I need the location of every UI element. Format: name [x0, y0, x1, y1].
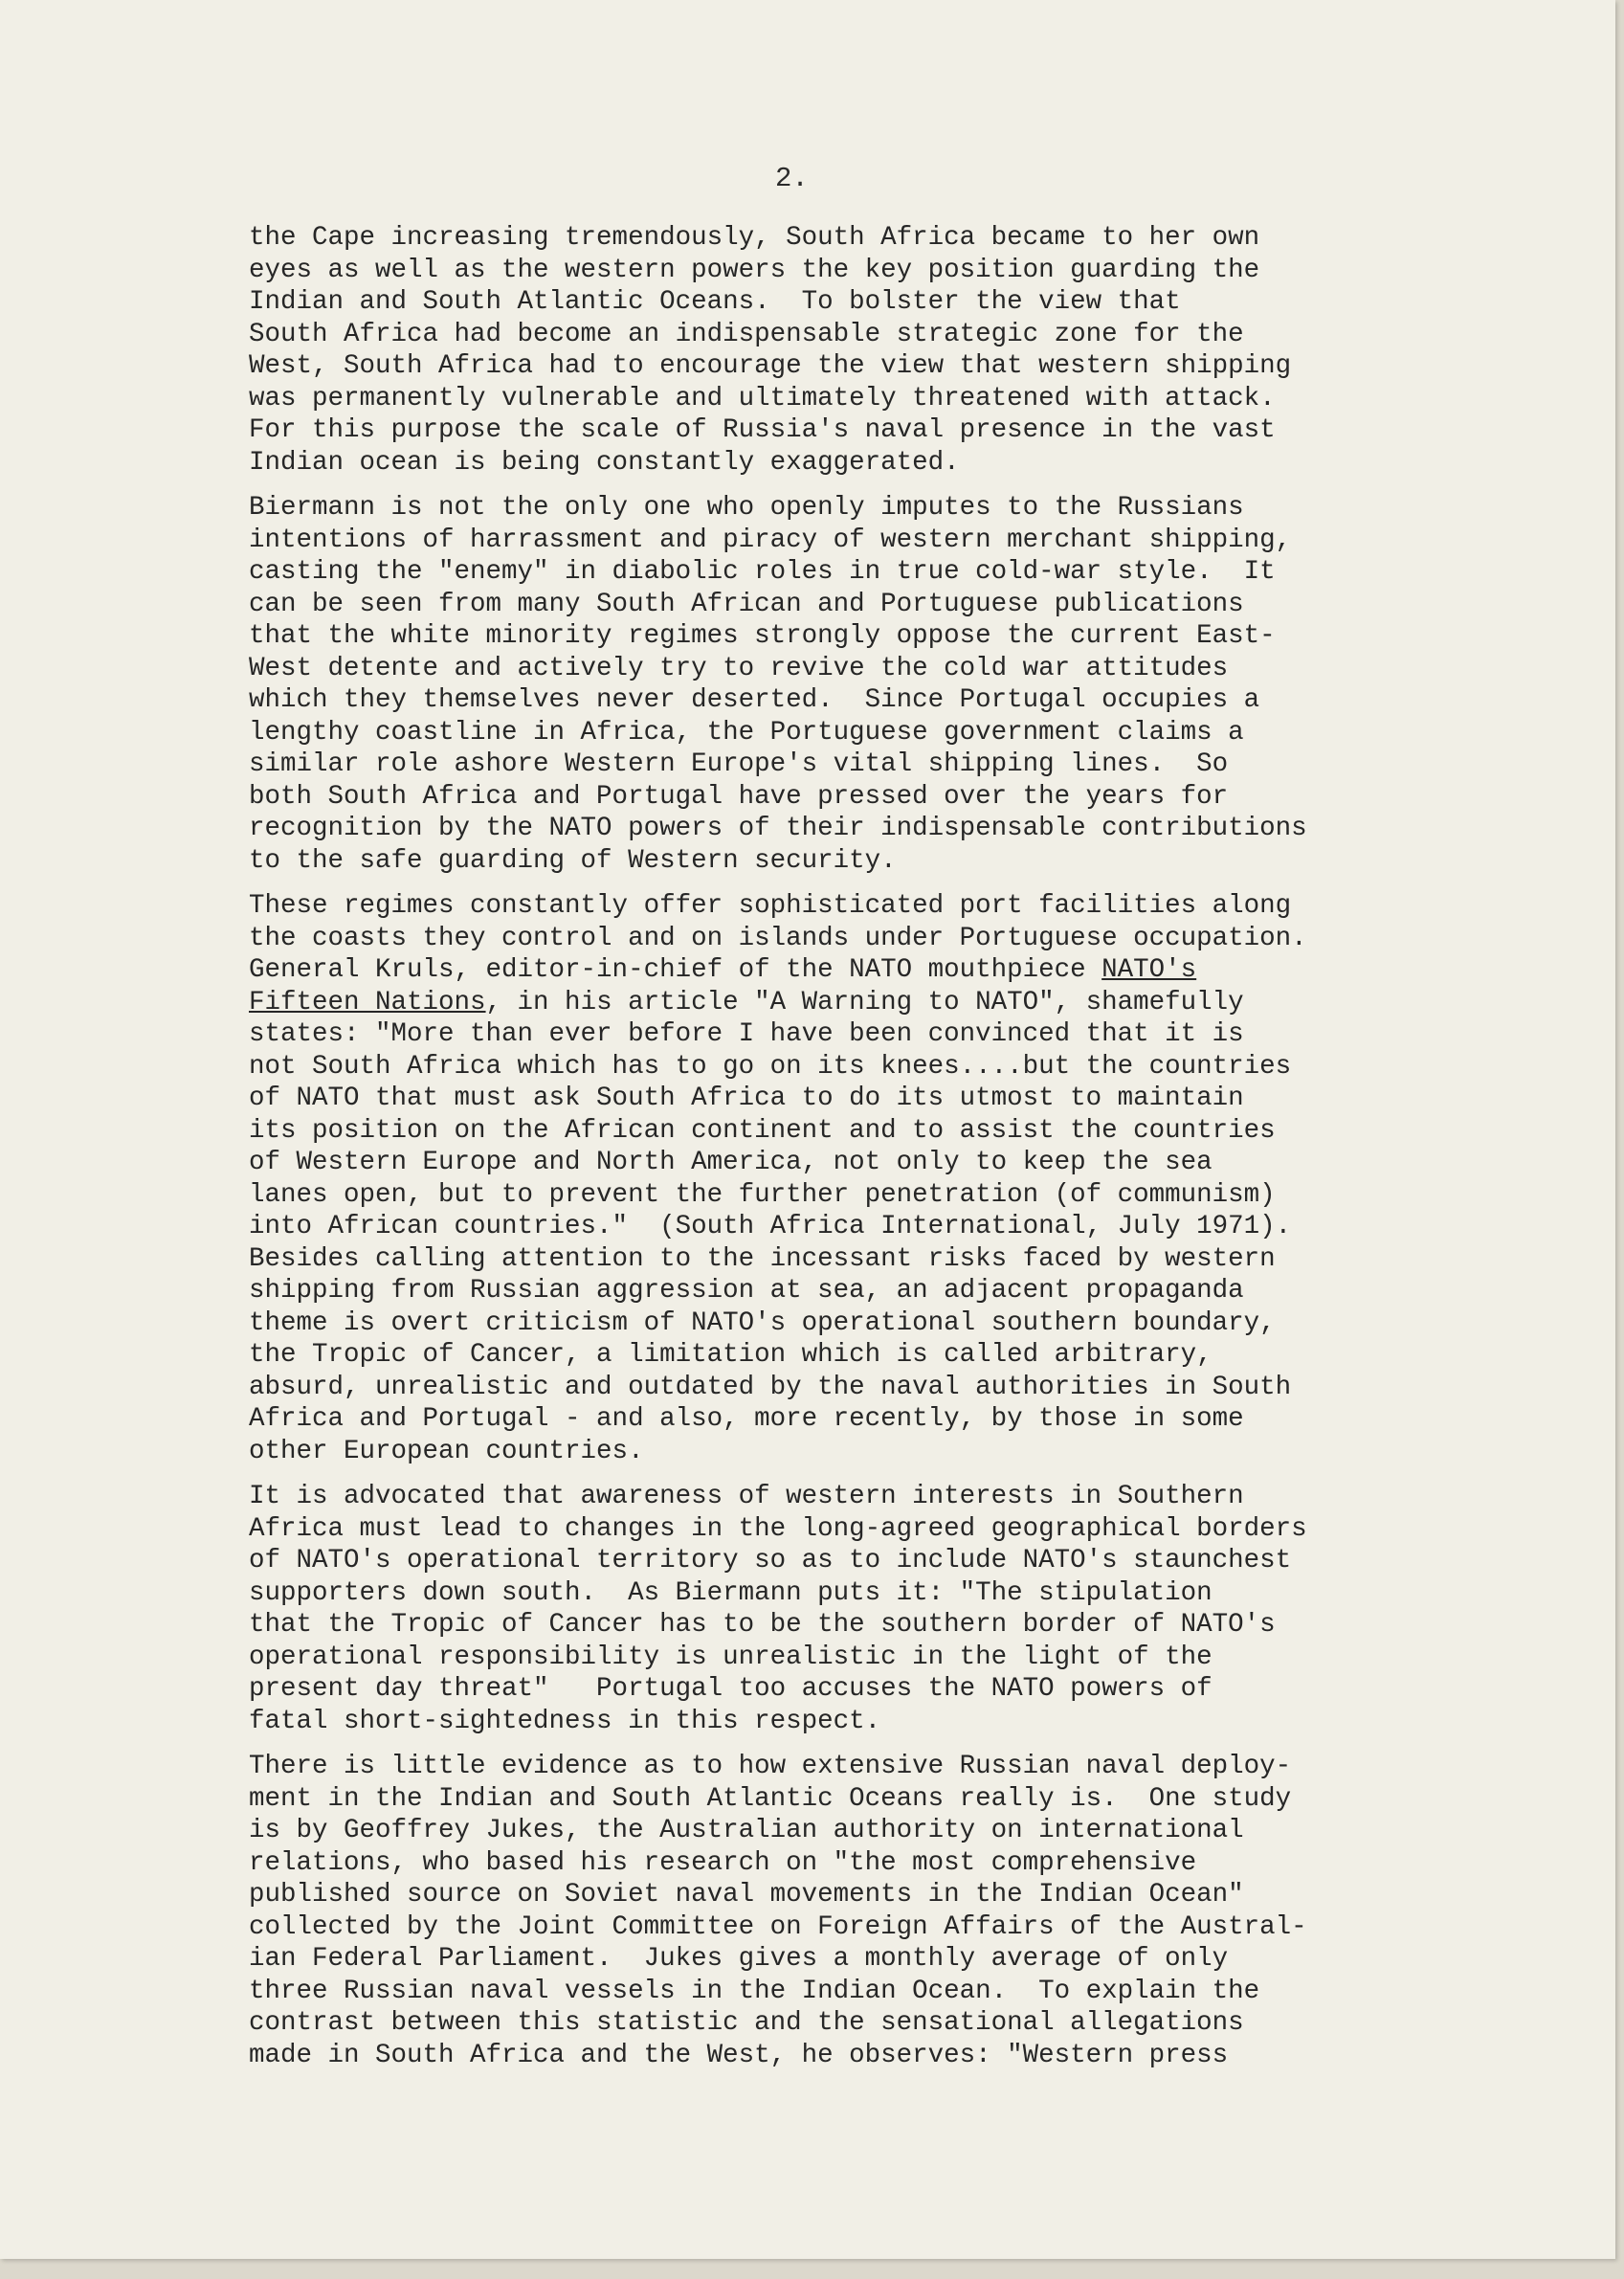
text-line: contrast between this statistic and the sensational allegations — [249, 2008, 1244, 2038]
text-line: ment in the Indian and South Atlantic Oceans really is. One study — [249, 1783, 1292, 1814]
text-line: to the safe guarding of Western security. — [249, 845, 897, 876]
text-line: its position on the African continent and to assist the countries — [249, 1115, 1276, 1146]
text-line: ian Federal Parliament. Jukes gives a monthly average of only — [249, 1944, 1229, 1974]
paragraph-3 — [249, 890, 1522, 1467]
text-line: both South Africa and Portugal have pressed over the years for — [249, 781, 1229, 812]
paragraph-1 — [249, 222, 1522, 479]
text-line: lanes open, but to prevent the further penetration (of communism) — [249, 1179, 1276, 1210]
text-line: South Africa had become an indispensable strategic zone for the — [249, 319, 1244, 349]
text-line: the Cape increasing tremendously, South Africa became to her own — [249, 223, 1260, 253]
text-line: lengthy coastline in Africa, the Portuguese government claims a — [249, 717, 1244, 748]
text-line: other European countries. — [249, 1436, 644, 1466]
text-line: the Tropic of Cancer, a limitation which is called arbitrary, — [249, 1340, 1212, 1370]
text-line: not South Africa which has to go on its knees....but the countries — [249, 1051, 1292, 1082]
text-line: Besides calling attention to the incessant risks faced by western — [249, 1243, 1276, 1274]
paragraph-4 — [249, 1481, 1522, 1737]
text-line: collected by the Joint Committee on Foreign Affairs of the Austral- — [249, 1911, 1307, 1942]
text-line: It is advocated that awareness of western interests in Southern — [249, 1482, 1244, 1511]
body-text — [249, 222, 1522, 2085]
text-line: of NATO that must ask South Africa to do its utmost to maintain — [249, 1084, 1244, 1113]
text-line: which they themselves never deserted. Since Portugal occupies a — [249, 685, 1260, 715]
text-line: can be seen from many South African and Portuguese publications — [249, 589, 1244, 619]
text-line: made in South Africa and the West, he observes: "Western press — [249, 2040, 1229, 2070]
text-line: three Russian naval vessels in the Indian Ocean. To explain the — [249, 1976, 1260, 2006]
text-line: Biermann is not the only one who openly imputes to the Russians — [249, 493, 1244, 523]
text-line: relations, who based his research on "the most comprehensive — [249, 1847, 1197, 1878]
text-line: of Western Europe and North America, not only to keep the sea — [249, 1148, 1212, 1177]
text-line: Indian and South Atlantic Oceans. To bolster the view that — [249, 287, 1181, 317]
text-line: There is little evidence as to how extensive Russian naval deploy- — [249, 1752, 1292, 1781]
text-line: states: "More than ever before I have been convinced that it is — [249, 1019, 1244, 1049]
paragraph-5 — [249, 1751, 1522, 2071]
text-line-with-underline: General Kruls, editor-in-chief of the NATO mouthpiece NATO's — [249, 955, 1197, 985]
text-line: eyes as well as the western powers the key position guarding the — [249, 255, 1260, 285]
text-line: similar role ashore Western Europe's vital shipping lines. So — [249, 749, 1229, 779]
text-line: theme is overt criticism of NATO's operational southern boundary, — [249, 1307, 1276, 1338]
page-number: 2. — [775, 163, 809, 194]
text-line: West detente and actively try to revive the cold war attitudes — [249, 653, 1229, 683]
text-line: casting the "enemy" in diabolic roles in true cold-war style. It — [249, 557, 1276, 587]
text-line: the coasts they control and on islands under Portuguese occupation. — [249, 923, 1307, 953]
text-line: West, South Africa had to encourage the view that western shipping — [249, 351, 1292, 381]
text-line: Africa and Portugal - and also, more recently, by those in some — [249, 1404, 1244, 1434]
text-line: intentions of harrassment and piracy of western merchant shipping, — [249, 525, 1292, 555]
text-line: Africa must lead to changes in the long-agreed geographical borders — [249, 1513, 1307, 1544]
underlined-title: Fifteen Nations — [249, 987, 486, 1017]
text-line: absurd, unrealistic and outdated by the naval authorities in South — [249, 1372, 1292, 1402]
text-line: that the white minority regimes strongly oppose the current East- — [249, 621, 1276, 651]
text-line: into African countries." (South Africa International, July 1971). — [249, 1212, 1292, 1241]
text-line: that the Tropic of Cancer has to be the southern border of NATO's — [249, 1610, 1276, 1640]
text-line: Indian ocean is being constantly exaggerated. — [249, 447, 960, 478]
text-line: shipping from Russian aggression at sea, an adjacent propaganda — [249, 1276, 1244, 1306]
text-line: present day threat" Portugal too accuses the NATO powers of — [249, 1674, 1212, 1704]
text-line: is by Geoffrey Jukes, the Australian authority on international — [249, 1816, 1244, 1845]
text-line: of NATO's operational territory so as to include NATO's staunchest — [249, 1546, 1292, 1575]
paragraph-2 — [249, 492, 1522, 877]
text-line: recognition by the NATO powers of their indispensable contributions — [249, 814, 1307, 843]
text-line: fatal short-sightedness in this respect. — [249, 1706, 881, 1736]
text-line: For this purpose the scale of Russia's naval presence in the vast — [249, 415, 1276, 445]
text-line: was permanently vulnerable and ultimately threatened with attack. — [249, 383, 1276, 413]
text-line: published source on Soviet naval movements in the Indian Ocean" — [249, 1880, 1244, 1910]
text-line: supporters down south. As Biermann puts it: "The stipulation — [249, 1577, 1212, 1608]
text-line-with-underline: Fifteen Nations, in his article "A Warning to NATO", shamefully — [249, 987, 1244, 1017]
reverse-side-bleed — [153, 153, 1615, 182]
text-line: These regimes constantly offer sophisticated port facilities along — [249, 891, 1292, 921]
text-line: operational responsibility is unrealistic in the light of the — [249, 1642, 1212, 1672]
underlined-title: NATO's — [1101, 955, 1197, 985]
